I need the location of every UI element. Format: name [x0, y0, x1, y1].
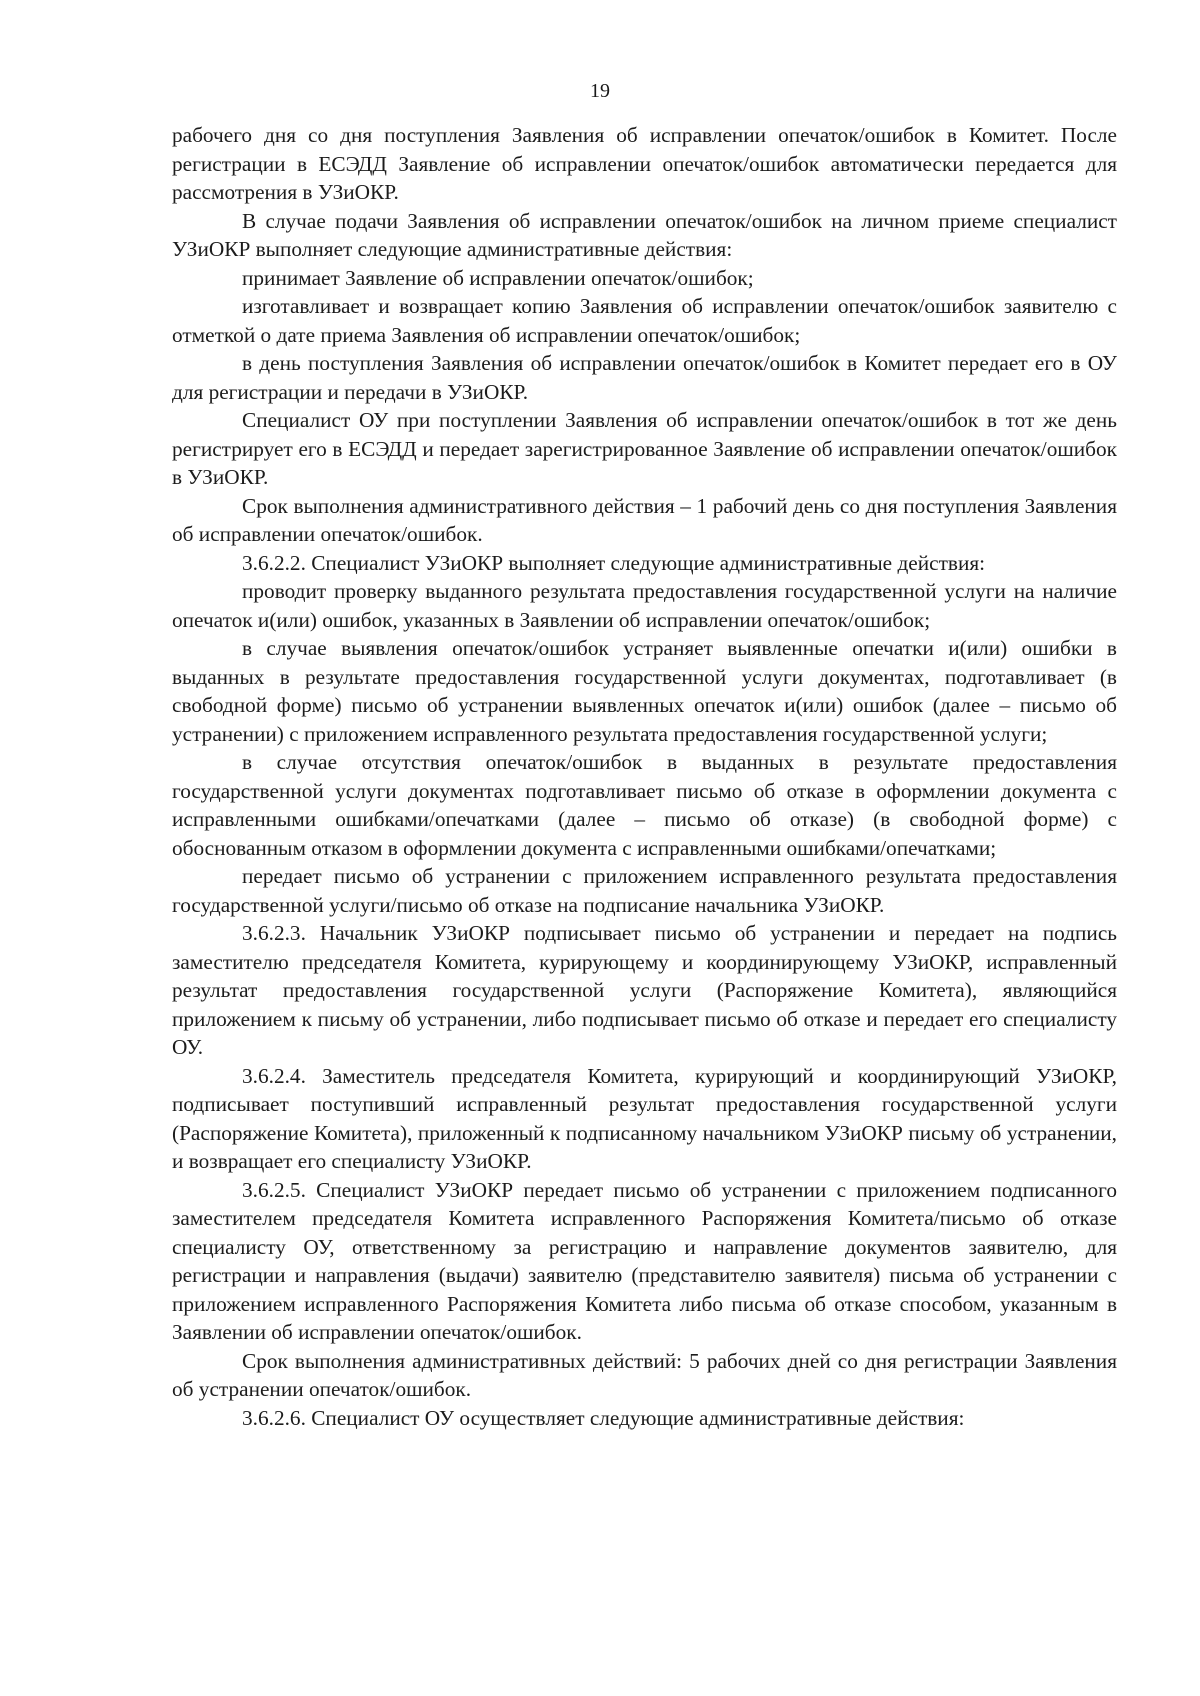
paragraph: рабочего дня со дня поступления Заявления об исправлении опечаток/ошибок в Комитет. После регистрации в ЕСЭДД Заявление об исправлении опечаток/ошибок автоматически передается для рассмотрения в УЗиОКР.	[172, 123, 1117, 204]
paragraph: в случае отсутствия опечаток/ошибок в выданных в результате предоставления государственной услуги документах подготавливает письмо об отказе в оформлении документа с исправленными ошибками/опечатками (далее – письмо об отказе) (в свободной форме) с обоснованным отказом в оформлении документа с исправленными ошибками/опечатками;	[172, 750, 1117, 860]
paragraph: 3.6.2.4. Заместитель председателя Комитета, курирующий и координирующий УЗиОКР, подписывает поступивший исправленный результат предоставления государственной услуги (Распоряжение Комитета), приложенный к подписанному начальником УЗиОКР письму об устранении, и возвращает его специалисту УЗиОКР.	[172, 1063, 1117, 1173]
paragraph: Срок выполнения административных действий: 5 рабочих дней со дня регистрации Заявления об устранении опечаток/ошибок.	[172, 1348, 1117, 1401]
page-number: 19	[590, 80, 610, 102]
paragraph: 3.6.2.2. Специалист УЗиОКР выполняет следующие административные действия:	[242, 550, 986, 575]
paragraph: Срок выполнения административного действия – 1 рабочий день со дня поступления Заявления об исправлении опечаток/ошибок.	[172, 493, 1117, 546]
paragraph: 3.6.2.6. Специалист ОУ осуществляет следующие административные действия:	[242, 1405, 965, 1430]
paragraph: В случае подачи Заявления об исправлении опечаток/ошибок на личном приеме специалист УЗиОКР выполняет следующие административные действия:	[172, 208, 1117, 261]
paragraph: 3.6.2.3. Начальник УЗиОКР подписывает письмо об устранении и передает на подпись заместителю председателя Комитета, курирующему и координирующему УЗиОКР, исправленный результат предоставления государственной услуги (Распоряжение Комитета), являющийся приложением к письму об устранении, либо подписывает письмо об отказе и передает его специалисту ОУ.	[172, 921, 1117, 1059]
paragraph: проводит проверку выданного результата предоставления государственной услуги на наличие опечаток и(или) ошибок, указанных в Заявлении об исправлении опечаток/ошибок;	[172, 579, 1117, 632]
paragraph: Специалист ОУ при поступлении Заявления об исправлении опечаток/ошибок в тот же день регистрирует его в ЕСЭДД и передает зарегистрированное Заявление об исправлении опечаток/ошибок в УЗиОКР.	[172, 408, 1117, 489]
paragraph: передает письмо об устранении с приложением исправленного результата предоставления государственной услуги/письмо об отказе на подписание начальника УЗиОКР.	[172, 864, 1117, 917]
document-body	[172, 121, 1117, 1432]
paragraph: в случае выявления опечаток/ошибок устраняет выявленные опечатки и(или) ошибки в выданных в результате предоставления государственной услуги документах, подготавливает (в свободной форме) письмо об устранении выявленных опечаток и(или) ошибок (далее – письмо об устранении) с приложением исправленного результата предоставления государственной услуги;	[172, 636, 1117, 746]
paragraph: принимает Заявление об исправлении опечаток/ошибок;	[242, 265, 754, 290]
paragraph: изготавливает и возвращает копию Заявления об исправлении опечаток/ошибок заявителю с отметкой о дате приема Заявления об исправлении опечаток/ошибок;	[172, 294, 1117, 347]
paragraph: 3.6.2.5. Специалист УЗиОКР передает письмо об устранении с приложением подписанного заместителем председателя Комитета исправленного Распоряжения Комитета/письмо об отказе специалисту ОУ, ответственному за регистрацию и направление документов заявителю, для регистрации и направления (выдачи) заявителю (представителю заявителя) письма об устранении с приложением исправленного Распоряжения Комитета либо письма об отказе способом, указанным в Заявлении об исправлении опечаток/ошибок.	[172, 1177, 1117, 1344]
paragraph: в день поступления Заявления об исправлении опечаток/ошибок в Комитет передает его в ОУ для регистрации и передачи в УЗиОКР.	[172, 351, 1117, 404]
